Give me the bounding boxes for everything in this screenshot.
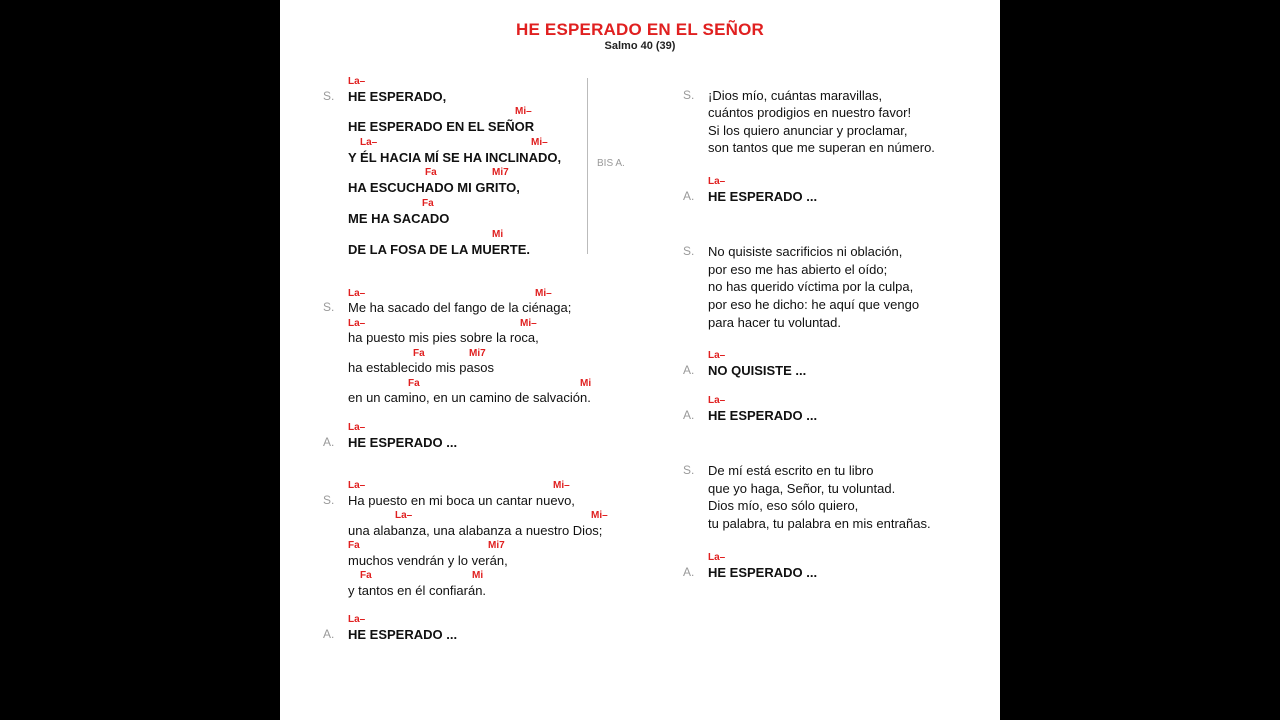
chord-mi7: Mi7: [488, 540, 505, 551]
verse-line: por eso me has abierto el oído;: [708, 262, 888, 277]
chord-mi-major: Mi: [472, 570, 484, 581]
verse-line: Dios mío, eso sólo quiero,: [708, 498, 859, 513]
chord-la: La–: [348, 76, 366, 87]
psalm-reference: Salmo 40 (39): [604, 40, 676, 52]
response-line: HE ESPERADO ...: [708, 565, 818, 580]
refrain-line: HE ESPERADO EN EL SEÑOR: [348, 119, 535, 134]
verse-line: y tantos en él confiarán.: [348, 583, 487, 598]
all-label: A.: [683, 363, 695, 377]
chord-mi: Mi–: [535, 288, 552, 299]
chord-mi7: Mi7: [492, 167, 509, 178]
verse-line: cuántos prodigios en nuestro favor!: [708, 105, 912, 120]
chord-la: La–: [360, 137, 378, 148]
chord-mi-major: Mi: [580, 378, 592, 389]
verse-line: tu palabra, tu palabra en mis entrañas.: [708, 516, 931, 531]
chord-la: La–: [708, 395, 726, 406]
chord-fa: Fa: [408, 378, 420, 389]
verse-line: No quisiste sacrificios ni oblación,: [708, 244, 903, 259]
response-line: HE ESPERADO ...: [708, 189, 818, 204]
verse-line: ¡Dios mío, cuántas maravillas,: [708, 88, 883, 103]
chord-la: La–: [708, 552, 726, 563]
chord-mi: Mi–: [515, 106, 532, 117]
chord-mi7: Mi7: [469, 348, 486, 359]
chord-la: La–: [395, 510, 413, 521]
all-label: A.: [683, 189, 695, 203]
verse-line: Me ha sacado del fango de la ciénaga;: [348, 300, 572, 315]
refrain-line: Y ÉL HACIA MÍ SE HA INCLINADO,: [348, 150, 562, 165]
solo-label: S.: [323, 300, 335, 314]
chord-fa: Fa: [413, 348, 425, 359]
refrain-line: ME HA SACADO: [348, 211, 450, 226]
solo-label: S.: [323, 493, 335, 507]
verse-line: De mí está escrito en tu libro: [708, 463, 874, 478]
chord-la: La–: [708, 350, 726, 361]
all-label: A.: [683, 408, 695, 422]
chord-mi: Mi–: [531, 137, 548, 148]
refrain-line: HE ESPERADO,: [348, 89, 447, 104]
verse-line: no has querido víctima por la culpa,: [708, 279, 914, 294]
all-label: A.: [323, 627, 335, 641]
verse-line: Ha puesto en mi boca un cantar nuevo,: [348, 493, 575, 508]
lyrics-sheet: [280, 0, 1000, 720]
response-line: HE ESPERADO ...: [348, 627, 458, 642]
solo-label: S.: [683, 244, 695, 258]
verse-line: ha establecido mis pasos: [348, 360, 494, 375]
solo-label: S.: [323, 89, 335, 103]
response-line: NO QUISISTE ...: [708, 363, 807, 378]
chord-la: La–: [348, 422, 366, 433]
chord-la: La–: [348, 480, 366, 491]
response-line: HE ESPERADO ...: [708, 408, 818, 423]
chord-mi: Mi–: [520, 318, 537, 329]
chord-fa: Fa: [422, 198, 434, 209]
refrain-line: HA ESCUCHADO MI GRITO,: [348, 180, 520, 195]
verse-line: ha puesto mis pies sobre la roca,: [348, 330, 539, 345]
bis-divider: [587, 78, 588, 254]
chord-fa: Fa: [425, 167, 437, 178]
all-label: A.: [683, 565, 695, 579]
verse-line: son tantos que me superan en número.: [708, 140, 935, 155]
chord-la: La–: [348, 288, 366, 299]
song-title: HE ESPERADO EN EL SEÑOR: [515, 20, 764, 39]
verse-line: una alabanza, una alabanza a nuestro Dios;: [348, 523, 603, 538]
chord-mi: Mi–: [553, 480, 570, 491]
chord-fa: Fa: [348, 540, 360, 551]
chord-mi: Mi–: [591, 510, 608, 521]
solo-label: S.: [683, 88, 695, 102]
verse-line: para hacer tu voluntad.: [708, 315, 841, 330]
bis-marker: BIS A.: [597, 158, 625, 169]
chord-la: La–: [348, 614, 366, 625]
chord-la: La–: [708, 176, 726, 187]
verse-line: por eso he dicho: he aquí que vengo: [708, 297, 920, 312]
solo-label: S.: [683, 463, 695, 477]
response-line: HE ESPERADO ...: [348, 435, 458, 450]
chord-la: La–: [348, 318, 366, 329]
refrain-line: DE LA FOSA DE LA MUERTE.: [348, 242, 530, 257]
chord-mi-major: Mi: [492, 229, 504, 240]
all-label: A.: [323, 435, 335, 449]
verse-line: en un camino, en un camino de salvación.: [348, 390, 591, 405]
verse-line: que yo haga, Señor, tu voluntad.: [708, 481, 896, 496]
verse-line: muchos vendrán y lo verán,: [348, 553, 508, 568]
verse-line: Si los quiero anunciar y proclamar,: [708, 123, 908, 138]
chord-fa: Fa: [360, 570, 372, 581]
